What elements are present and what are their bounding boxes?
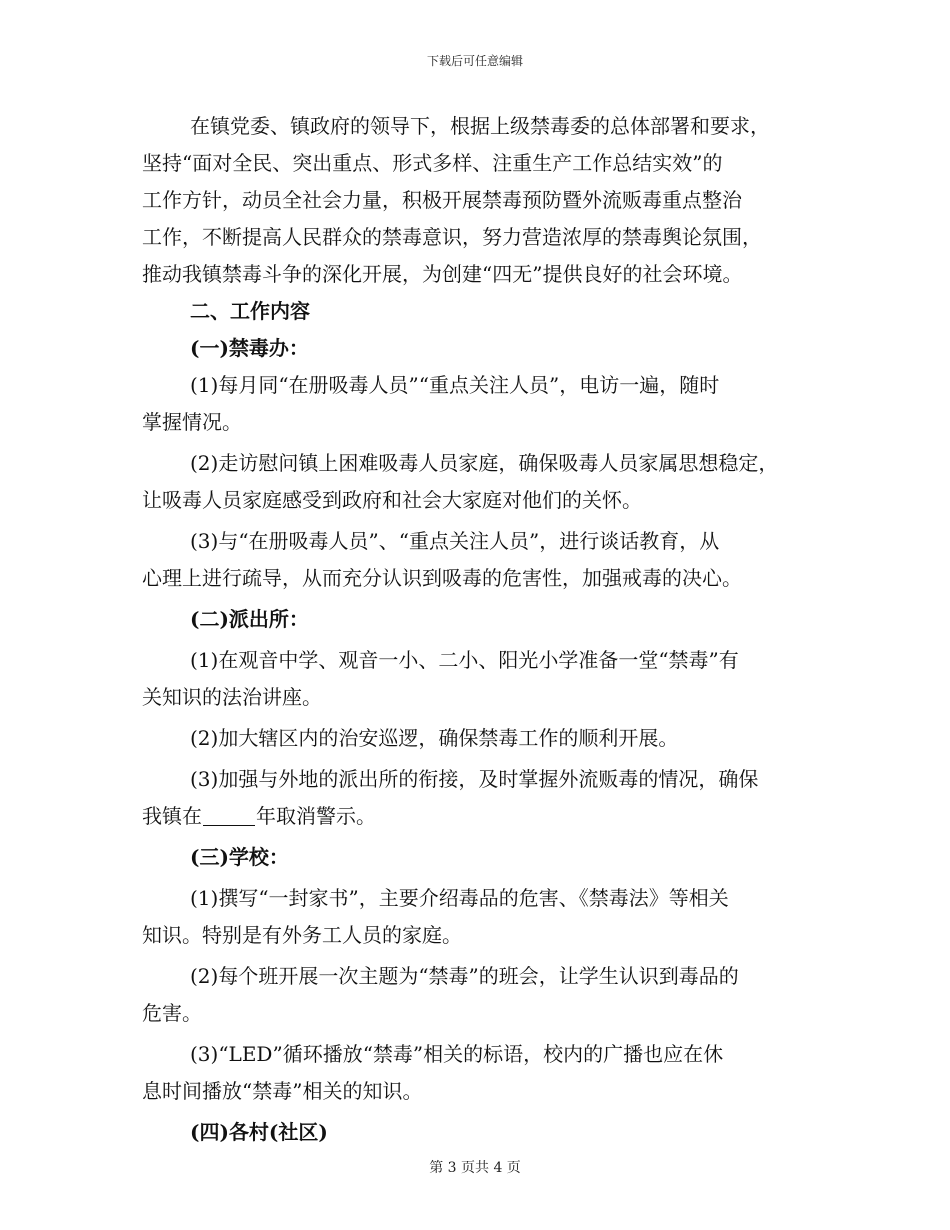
- paragraph-line: 危害。: [142, 1001, 202, 1025]
- paragraph-line: 掌握情况。: [142, 410, 242, 434]
- paragraph-line: 在镇党委、镇政府的领导下，根据上级禁毒委的总体部署和要求，: [190, 114, 770, 138]
- subsection-heading-2: (二)派出所：: [190, 607, 309, 631]
- paragraph-line: (1)撰写“一封家书”，主要介绍毒品的危害、《禁毒法》等相关: [190, 886, 729, 910]
- section-heading: 二、工作内容: [190, 299, 310, 323]
- line-text: 年取消警示。: [256, 804, 376, 828]
- paragraph-line: 工作，不断提高人民群众的禁毒意识，努力营造浓厚的禁毒舆论氛围，: [142, 225, 762, 249]
- subsection-heading-1: (一)禁毒办：: [190, 336, 309, 360]
- paragraph-line: [142, 798, 810, 835]
- subsection-heading-3: (三)学校：: [190, 845, 289, 869]
- paragraph-line: 推动我镇禁毒斗争的深化开展，为创建“四无”提供良好的社会环境。: [142, 262, 743, 286]
- paragraph-line: 工作方针，动员全社会力量，积极开展禁毒预防暨外流贩毒重点整治: [142, 188, 742, 212]
- page-header: 下载后可任意编辑: [426, 54, 523, 68]
- paragraph-line: (1)在观音中学、观音一小、二小、阳光小学准备一堂“禁毒”有: [190, 648, 739, 672]
- line-text: 我镇在: [142, 804, 202, 828]
- paragraph-line: (3)加强与外地的派出所的衔接，及时掌握外流贩毒的情况，确保: [190, 767, 759, 791]
- paragraph-line: (3)与“在册吸毒人员”、“重点关注人员”，进行谈话教育，从: [190, 529, 720, 553]
- paragraph-line: (1)每月同“在册吸毒人员”“重点关注人员”，电访一遍，随时: [190, 373, 720, 397]
- document-body: [142, 108, 810, 1151]
- paragraph-line: (3)“LED”循环播放“禁毒”相关的标语，校内的广播也应在休: [190, 1042, 724, 1066]
- paragraph-line: 心理上进行疏导，从而充分认识到吸毒的危害性，加强戒毒的决心。: [142, 566, 742, 590]
- paragraph-line: 让吸毒人员家庭感受到政府和社会大家庭对他们的关怀。: [142, 488, 642, 512]
- paragraph-line: (2)加大辖区内的治安巡逻，确保禁毒工作的顺利开展。: [190, 726, 679, 750]
- fill-in-blank: [203, 803, 255, 826]
- paragraph-line: 关知识的法治讲座。: [142, 685, 322, 709]
- subsection-heading-4: (四)各村(社区): [190, 1120, 328, 1144]
- intro-paragraph: [142, 108, 810, 293]
- page-footer: 第 3 页共 4 页: [429, 1160, 521, 1176]
- paragraph-line: 知识。特别是有外务工人员的家庭。: [142, 923, 462, 947]
- paragraph-line: (2)走访慰问镇上困难吸毒人员家庭，确保吸毒人员家属思想稳定，: [190, 451, 779, 475]
- paragraph-line: 息时间播放“禁毒”相关的知识。: [142, 1079, 423, 1103]
- paragraph-line: (2)每个班开展一次主题为“禁毒”的班会，让学生认识到毒品的: [190, 964, 739, 988]
- paragraph-line: 坚持“面对全民、突出重点、形式多样、注重生产工作总结实效”的: [142, 151, 723, 175]
